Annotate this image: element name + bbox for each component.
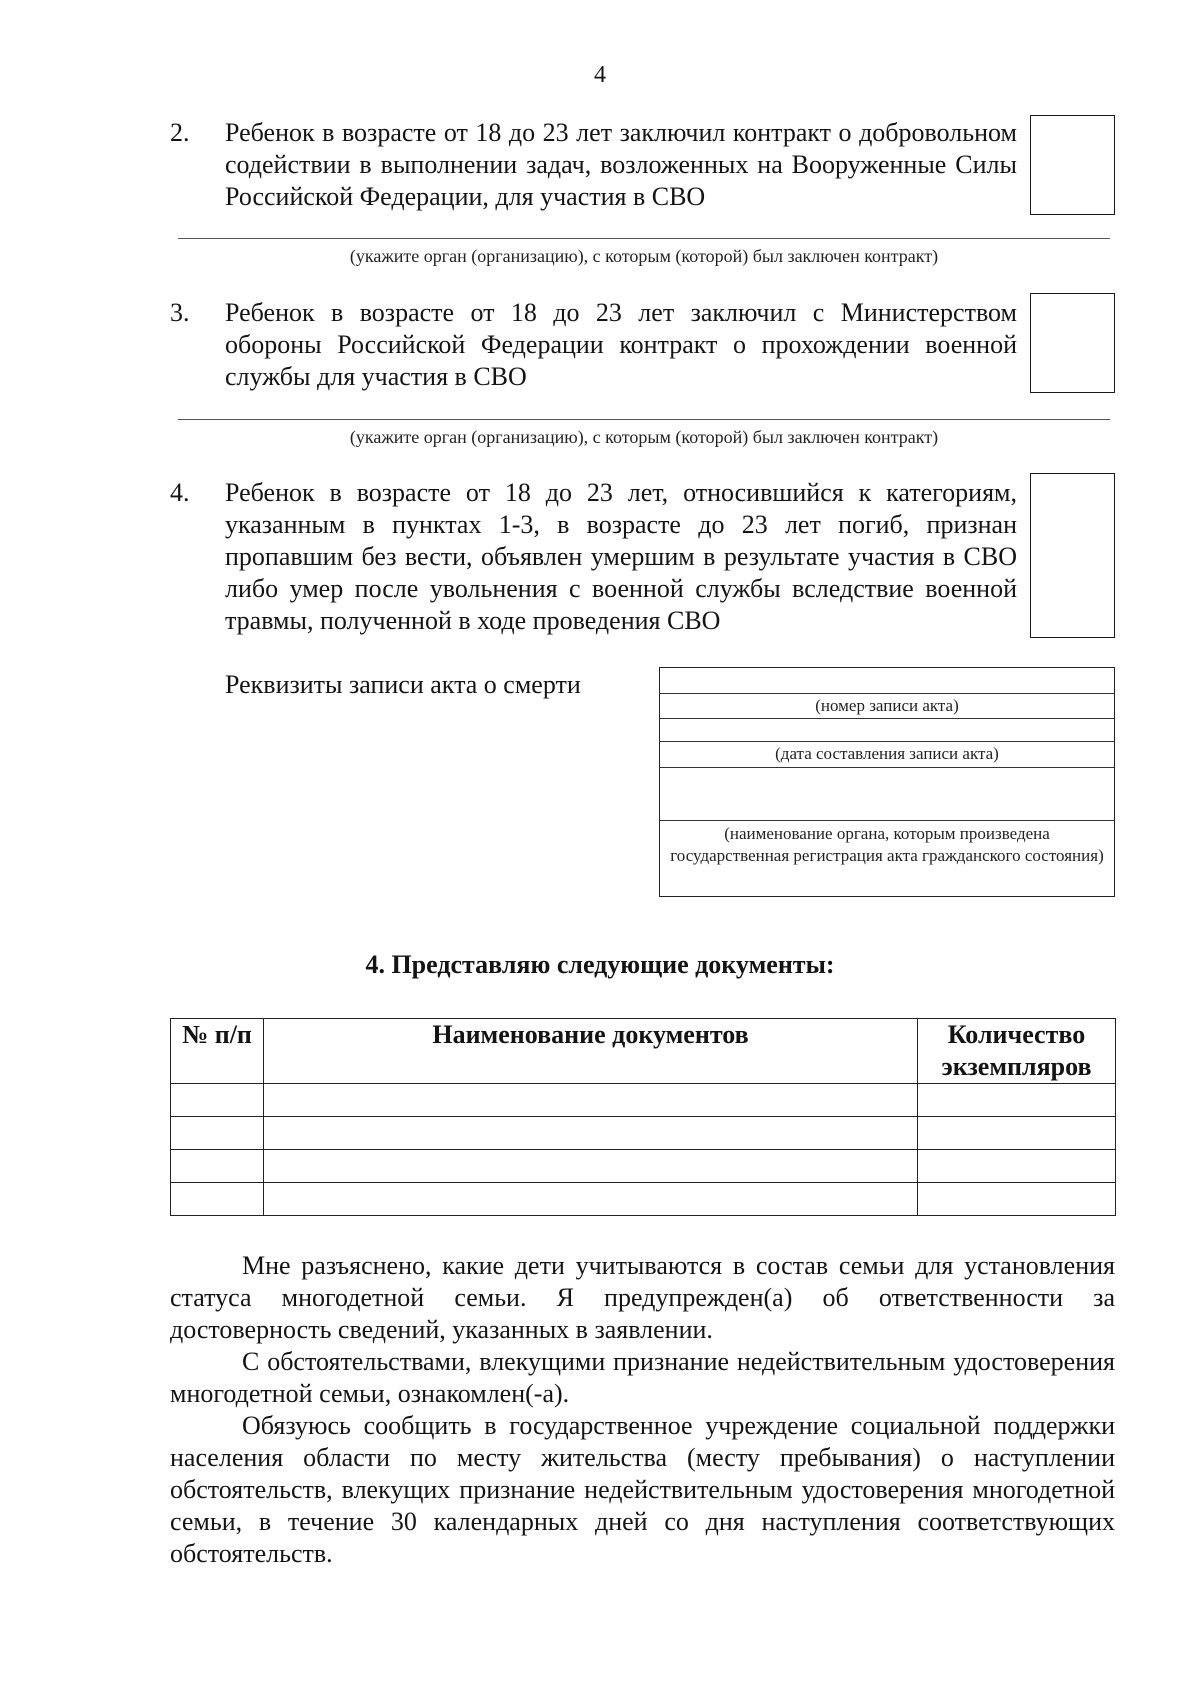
- item-text: Ребенок в возрасте от 18 до 23 лет, относившийся к категориям, указанным в пунктах 1-3, в возрасте до 23 лет погиб, признан пропавшим без вести, объявлен умершим в результате участия в СВО либо умер после увольнения с военной службы вследствие военной травмы, полученной в ходе проведения СВО: [225, 478, 1017, 635]
- record-date-line[interactable]: [660, 741, 1114, 742]
- table-row: [171, 1117, 1116, 1150]
- section-title: 4. Представляю следующие документы:: [365, 950, 835, 979]
- organ-input-line[interactable]: [178, 238, 1110, 239]
- field-caption: (дата составления записи акта): [775, 744, 999, 763]
- field-caption: (номер записи акта): [815, 696, 959, 715]
- death-record-table: [659, 667, 1115, 897]
- table-cell[interactable]: [171, 1084, 264, 1117]
- item-number: 4.: [170, 478, 190, 507]
- item-3-checkbox[interactable]: [1030, 293, 1115, 393]
- table-divider: [660, 767, 1114, 768]
- page-number: 4: [594, 62, 606, 88]
- registry-organ-line[interactable]: [660, 820, 1114, 821]
- death-record-label: Реквизиты записи акта о смерти: [225, 670, 581, 699]
- item-4-checkbox[interactable]: [1030, 473, 1115, 638]
- table-cell[interactable]: [264, 1150, 918, 1183]
- table-header-row: [171, 1019, 1116, 1084]
- column-header: № п/п: [171, 1019, 264, 1084]
- table-row: [171, 1183, 1116, 1216]
- item-number: 3.: [170, 298, 190, 327]
- item-text: Ребенок в возрасте от 18 до 23 лет заключил контракт о добровольном содействии в выполнении задач, возложенных на Вооруженные Силы Российской Федерации, для участия в СВО: [225, 118, 1017, 211]
- item-text: Ребенок в возрасте от 18 до 23 лет заключил с Министерством обороны Российской Федерации контракт о прохождении военной службы для участия в СВО: [225, 298, 1017, 391]
- item-number: 2.: [170, 118, 190, 147]
- table-row: [171, 1150, 1116, 1183]
- column-header: Наименование документов: [264, 1019, 918, 1084]
- table-row: [171, 1084, 1116, 1117]
- documents-table: [170, 1018, 1116, 1216]
- item-2-checkbox[interactable]: [1030, 115, 1115, 215]
- field-caption: (наименование органа, которым произведена государственная регистрация акта гражданского состояния): [670, 824, 1104, 865]
- table-cell[interactable]: [264, 1183, 918, 1216]
- paragraph: Обязуюсь сообщить в государственное учреждение социальной поддержки населения области по месту жительства (месту пребывания) о наступлении обстоятельств, влекущих признание недействительным удостоверения многодетной семьи, в течение 30 календарных дней со дня наступления соответствующих обстоятельств.: [170, 1411, 1115, 1568]
- table-cell[interactable]: [918, 1183, 1116, 1216]
- table-cell[interactable]: [264, 1084, 918, 1117]
- paragraph: Мне разъяснено, какие дети учитываются в состав семьи для установления статуса многодетной семьи. Я предупрежден(а) об ответственности за достоверность сведений, указанных в заявлении.: [170, 1251, 1115, 1344]
- field-caption: (укажите орган (организацию), с которым (которой) был заключен контракт): [349, 427, 939, 447]
- table-cell[interactable]: [918, 1084, 1116, 1117]
- table-cell[interactable]: [171, 1183, 264, 1216]
- record-number-line[interactable]: [660, 693, 1114, 694]
- table-cell[interactable]: [918, 1150, 1116, 1183]
- organ-input-line[interactable]: [178, 419, 1110, 420]
- column-header: Количество экземпляров: [918, 1019, 1116, 1084]
- table-cell[interactable]: [171, 1150, 264, 1183]
- field-caption: (укажите орган (организацию), с которым (которой) был заключен контракт): [349, 246, 939, 266]
- table-divider: [660, 718, 1114, 719]
- table-cell[interactable]: [264, 1117, 918, 1150]
- table-cell[interactable]: [918, 1117, 1116, 1150]
- paragraph: С обстоятельствами, влекущими признание недействительным удостоверения многодетной семьи, ознакомлен(-а).: [170, 1347, 1115, 1408]
- table-cell[interactable]: [171, 1117, 264, 1150]
